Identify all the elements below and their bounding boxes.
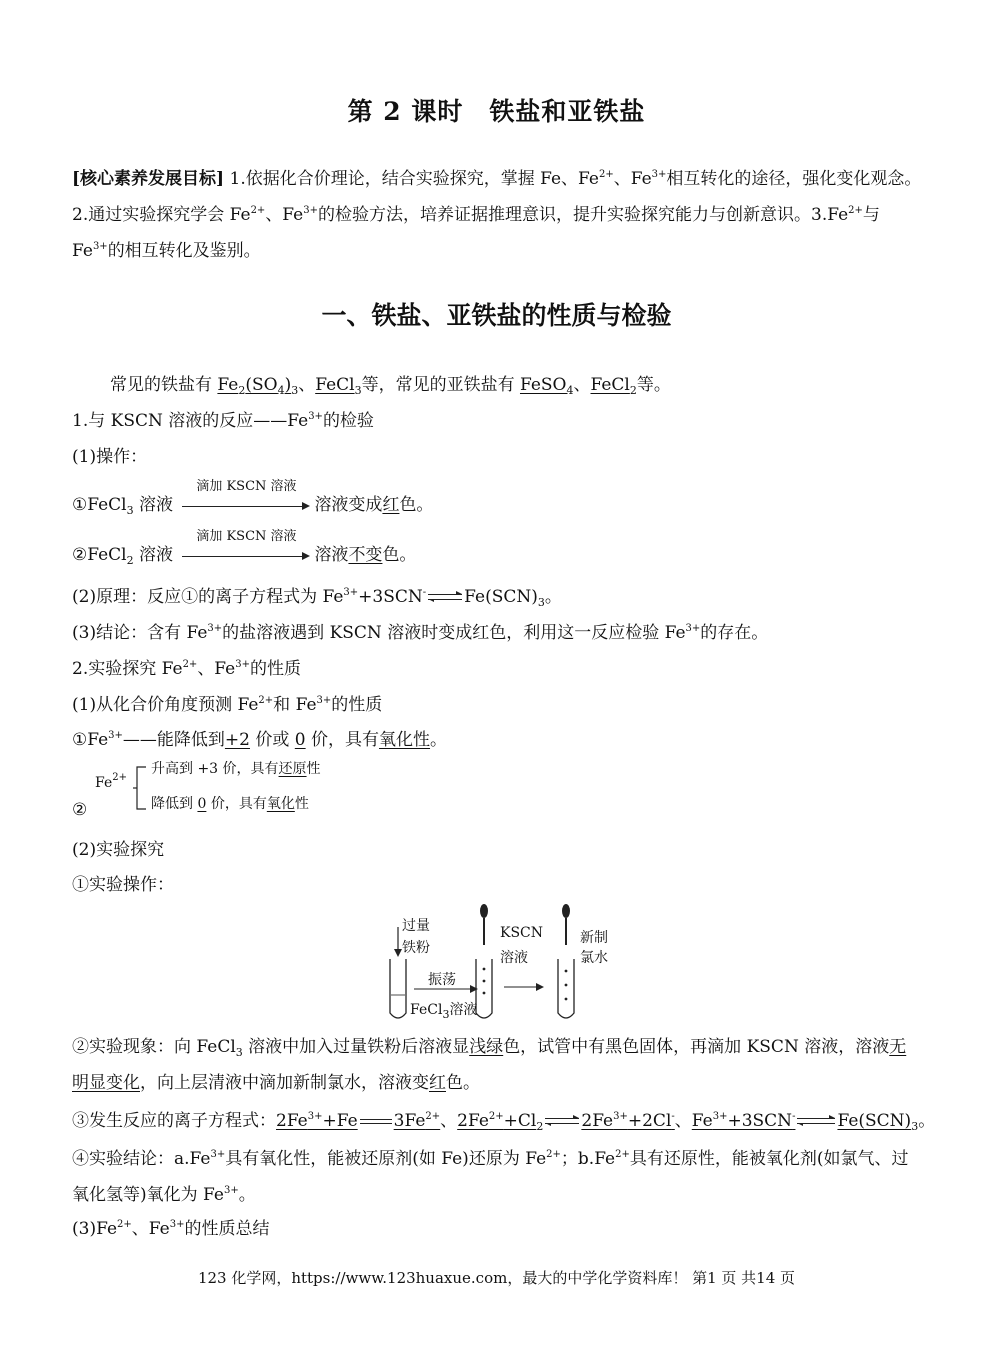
experiment-figure: 过量 铁粉 振荡 KSCN 溶液 新制 氯水 FeCl$_3$溶液 (380, 903, 620, 1025)
experiment-conclusion: ④实验结论：$a.Fe^{3+}$具有氧化性，能被还原剂(如 Fe)还原为 $Fe^{2+}$；$b.Fe^{2+}$具有还原性，能被氧化剂(如氯气、过氧化氢等)氧化为 $Fe^{3+}$。 (72, 1149, 909, 1205)
reaction-2: ②FeCl$_2$ 溶液 滴加 KSCN 溶液 溶液不变色。 (72, 528, 417, 567)
fe3-property: $①Fe^{3+}——$能降低到+2 价或 0 价，具有氧化性。 (72, 730, 448, 750)
intro-line: 常见的铁盐有 $Fe_2(SO_4)_3$、FeCl$_3$等，常见的亚铁盐有 FeSO$_4$、FeCl$_2$等。 (110, 375, 671, 397)
brace-icon (133, 766, 147, 810)
principle-line: (2)原理：反应①的离子方程式为 $Fe^{3+}+3SCN^-$ $Fe(SCN)_3$。 (72, 587, 562, 609)
reaction-arrow-1: 滴加 KSCN 溶液 (182, 497, 310, 515)
summary-heading: $(3)Fe^{2+}$、$Fe^{3+}$的性质总结 (72, 1219, 270, 1239)
lesson-number: 第 2 课时 (347, 97, 464, 126)
reaction-arrow-2: 滴加 KSCN 溶液 (182, 547, 310, 565)
ionic-equations: ③发生反应的离子方程式：$2Fe^{3+}+Fe$ $3Fe^{2+}$、$2Fe^{2+}+Cl_2$ $2Fe^{3+}+2Cl^-$、$Fe^{3+}+3SCN^-$ $Fe(SCN)_3$。 (72, 1111, 936, 1133)
reaction-1: ①FeCl$_3$ 溶液 滴加 KSCN 溶液 溶液变成红色。 (72, 478, 434, 517)
reversible-arrow (428, 593, 462, 603)
operation-label: (1)操作： (72, 447, 148, 467)
lesson-title: 铁盐和亚铁盐 (489, 97, 646, 126)
fe2-property-bracket: $Fe^{2+}$ 升高到 +3 价，具有还原性 降低到 0 价，具有氧化性 (95, 761, 321, 812)
page-title (0, 92, 993, 128)
heading-explore: 2.实验探究 $Fe^{2+}$、$Fe^{3+}$的性质 (72, 659, 301, 679)
section-heading: 一、铁盐、亚铁盐的性质与检验 (321, 301, 672, 330)
heading-kscn: 1.与 KSCN 溶液的反应$——Fe^{3+}$的检验 (72, 411, 374, 431)
exp-op-label: ①实验操作： (72, 875, 174, 895)
phenomenon: ②实验现象：向 FeCl$_3$ 溶液中加入过量铁粉后溶液显浅绿色，试管中有黑色固体，再滴加 KSCN 溶液，溶液无明显变化，向上层清液中滴加新制氯水，溶液变红色。 (72, 1037, 907, 1093)
predict-line: (1)从化合价角度预测 $Fe^{2+}$和 $Fe^{3+}$的性质 (72, 695, 383, 715)
explore-label: (2)实验探究 (72, 840, 165, 860)
goals-label: [核心素养发展目标] (72, 169, 225, 189)
fe2-circle: ② (72, 800, 88, 820)
conclusion-line: (3)结论：含有 $Fe^{3+}$的盐溶液遇到 KSCN 溶液时变成红色，利用这一反应检验 $Fe^{3+}$的存在。 (72, 623, 769, 643)
core-goals: [核心素养发展目标] 1.依据化合价理论，结合实验探究，掌握 Fe、$Fe^{2+}$、$Fe^{3+}$相互转化的途径，强化变化观念。2.通过实验探究学会 $Fe^{2+}$、$Fe^{3+}$的检验方法，培养证据推理意识，提升实验探究能力与创新意识。$3.Fe^{2+}$与 $Fe^{3+}$的相互转化及鉴别。 (72, 169, 922, 261)
page-footer: 123 化学网，https://www.123huaxue.com，最大的中学化学资料库！ 第1 页 共14 页 (197, 1269, 796, 1287)
